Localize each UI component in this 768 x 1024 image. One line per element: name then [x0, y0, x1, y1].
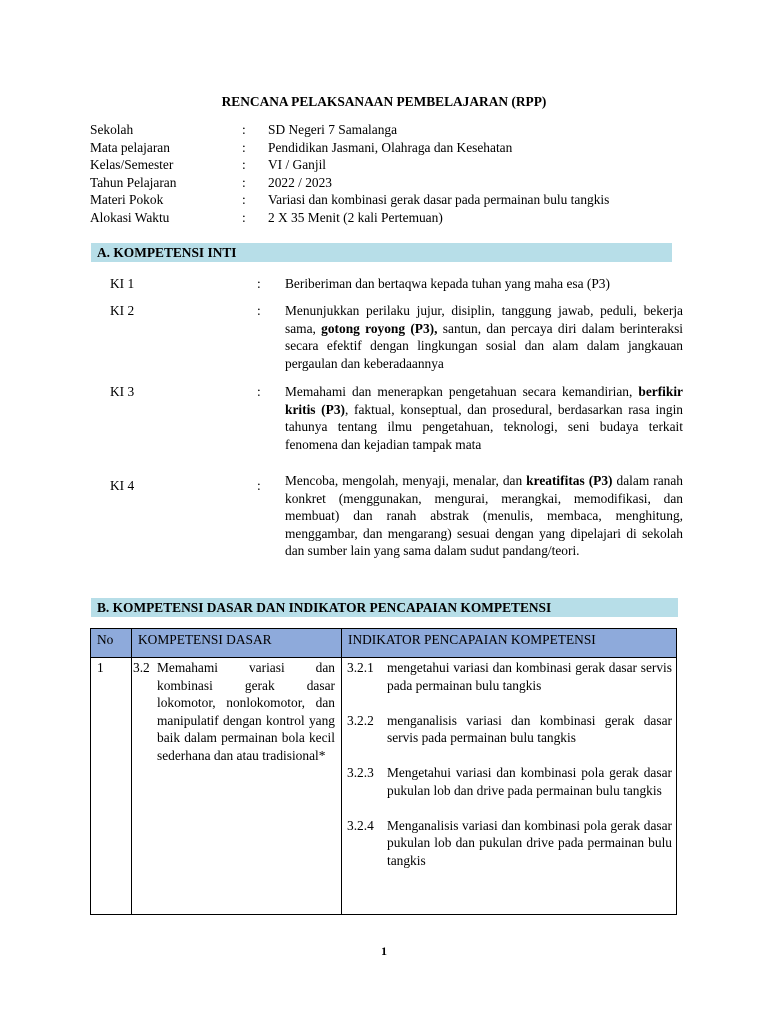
ki-text: [285, 383, 683, 453]
info-value: 2 X 35 Menit (2 kali Pertemuan): [268, 209, 443, 225]
info-row-kelas-semester: [90, 156, 609, 174]
document-title: RENCANA PELAKSANAAN PEMBELAJARAN (RPP): [221, 94, 547, 109]
ki-text-bold: berfikir kritis (P3): [285, 384, 683, 417]
ki-colon: :: [257, 384, 261, 399]
indicator-item: [347, 817, 672, 870]
info-label: Sekolah: [90, 122, 134, 137]
section-heading-kompetensi-inti: A. KOMPETENSI INTI: [91, 243, 672, 262]
ki-text-part: Menunjukkan perilaku jujur, disiplin, tanggung jawab, peduli, bekerja sama,: [285, 303, 683, 336]
ki-text: [285, 275, 683, 293]
info-colon: :: [242, 192, 246, 208]
table-row: [91, 658, 677, 915]
ki-text-bold: kreatifitas (P3): [526, 473, 613, 488]
ki-text-bold: gotong royong (P3),: [321, 320, 438, 336]
ki-text: [285, 302, 683, 372]
info-label: Materi Pokok: [90, 192, 164, 208]
ki-text-part: Memahami dan menerapkan pengetahuan secara kemandirian,: [285, 384, 639, 399]
indicator-number: 3.2.1: [347, 660, 374, 675]
ki-colon: :: [257, 303, 261, 318]
info-row-alokasi-waktu: [90, 209, 609, 227]
info-value: Variasi dan kombinasi gerak dasar pada permainan bulu tangkis: [268, 192, 610, 208]
ki-text-part: dalam ranah konkret (menggunakan, mengurai, merangkai, memodifikasi, dan membuat) dan ranah abstrak (menulis, membaca, menghitung, menggambar, dan mengarang) sesuai dengan yang dipelajari di sekolah dan sumber lain yang sama dalam sudut pandang/teori.: [285, 473, 683, 558]
info-block: [90, 121, 609, 227]
indicator-number: 3.2.3: [347, 765, 374, 780]
info-colon: :: [242, 139, 246, 155]
info-colon: :: [242, 209, 246, 225]
header-no: No: [91, 629, 132, 658]
info-row-materi-pokok: [90, 191, 609, 209]
kompetensi-dasar-table: [90, 628, 677, 915]
row-kompetensi-dasar: [132, 658, 342, 915]
kd-number: 3.2: [133, 660, 150, 675]
kd-text: Memahami variasi dan kombinasi gerak dasar lokomotor, nonlokomotor, dan manipulatif dengan kontrol yang baik dalam permainan bola kecil sederhana dan atau tradisional*: [157, 660, 335, 763]
indicator-text: Mengetahui variasi dan kombinasi pola gerak dasar pukulan lob dan drive pada permainan bulu tangkis: [387, 765, 672, 798]
header-kompetensi-dasar: KOMPETENSI DASAR: [132, 629, 342, 658]
info-row-sekolah: [90, 121, 609, 139]
info-value: 2022 / 2023: [268, 174, 332, 190]
indicator-text: menganalisis variasi dan kombinasi gerak dasar servis pada permainan bulu tangkis: [387, 712, 672, 745]
info-colon: :: [242, 174, 246, 190]
ki-text-part: , faktual, konseptual, dan prosedural, berdasarkan rasa ingin tahunya tentang ilmu pengetahuan, teknologi, seni budaya terkait fenomena dan kejadian tampak mata: [285, 401, 683, 452]
indicator-number: 3.2.2: [347, 712, 374, 728]
indicator-item: [347, 764, 672, 799]
indicator-text: Menganalisis variasi dan kombinasi pola gerak dasar pukulan lob dan pukulan drive pada permainan bulu tangkis: [387, 817, 672, 868]
page-number: 1: [381, 944, 387, 958]
ki-colon: :: [257, 276, 261, 291]
info-row-mata-pelajaran: [90, 139, 609, 157]
ki-label: KI 1: [110, 276, 135, 291]
ki-text-part: Beriberiman dan bertaqwa kepada tuhan yang maha esa (P3): [285, 276, 610, 291]
ki-text: [285, 472, 683, 560]
ki-label: KI 4: [110, 478, 135, 493]
indicator-item: [347, 712, 672, 747]
info-label: Tahun Pelajaran: [90, 174, 177, 190]
row-indikator: [342, 658, 677, 915]
info-label: Kelas/Semester: [90, 157, 174, 173]
ki-label: KI 2: [110, 303, 135, 318]
info-row-tahun-pelajaran: [90, 174, 609, 192]
ki-label: KI 3: [110, 384, 135, 399]
info-value: Pendidikan Jasmani, Olahraga dan Kesehatan: [268, 139, 513, 155]
header-indikator: INDIKATOR PENCAPAIAN KOMPETENSI: [342, 629, 677, 658]
ki-colon: :: [257, 478, 261, 493]
indicator-number: 3.2.4: [347, 817, 374, 833]
ki-text-part: Mencoba, mengolah, menyaji, menalar, dan: [285, 473, 527, 488]
info-label: Mata pelajaran: [90, 139, 170, 155]
info-colon: :: [242, 122, 246, 137]
info-label: Alokasi Waktu: [90, 209, 170, 225]
info-value: SD Negeri 7 Samalanga: [268, 122, 398, 137]
info-colon: :: [242, 157, 246, 173]
table-header-row: [91, 629, 677, 658]
indicator-text: mengetahui variasi dan kombinasi gerak dasar servis pada permainan bulu tangkis: [387, 660, 672, 693]
ki-text-part: santun, dan percaya diri dalam berinteraksi secara efektif dengan lingkungan sosial dan alam dalam jangkauan pergaulan dan keberadaannya: [285, 320, 683, 371]
info-value: VI / Ganjil: [268, 157, 327, 173]
section-heading-kompetensi-dasar: B. KOMPETENSI DASAR DAN INDIKATOR PENCAPAIAN KOMPETENSI: [91, 598, 678, 617]
row-no: 1: [91, 658, 132, 915]
indicator-item: [347, 659, 672, 694]
